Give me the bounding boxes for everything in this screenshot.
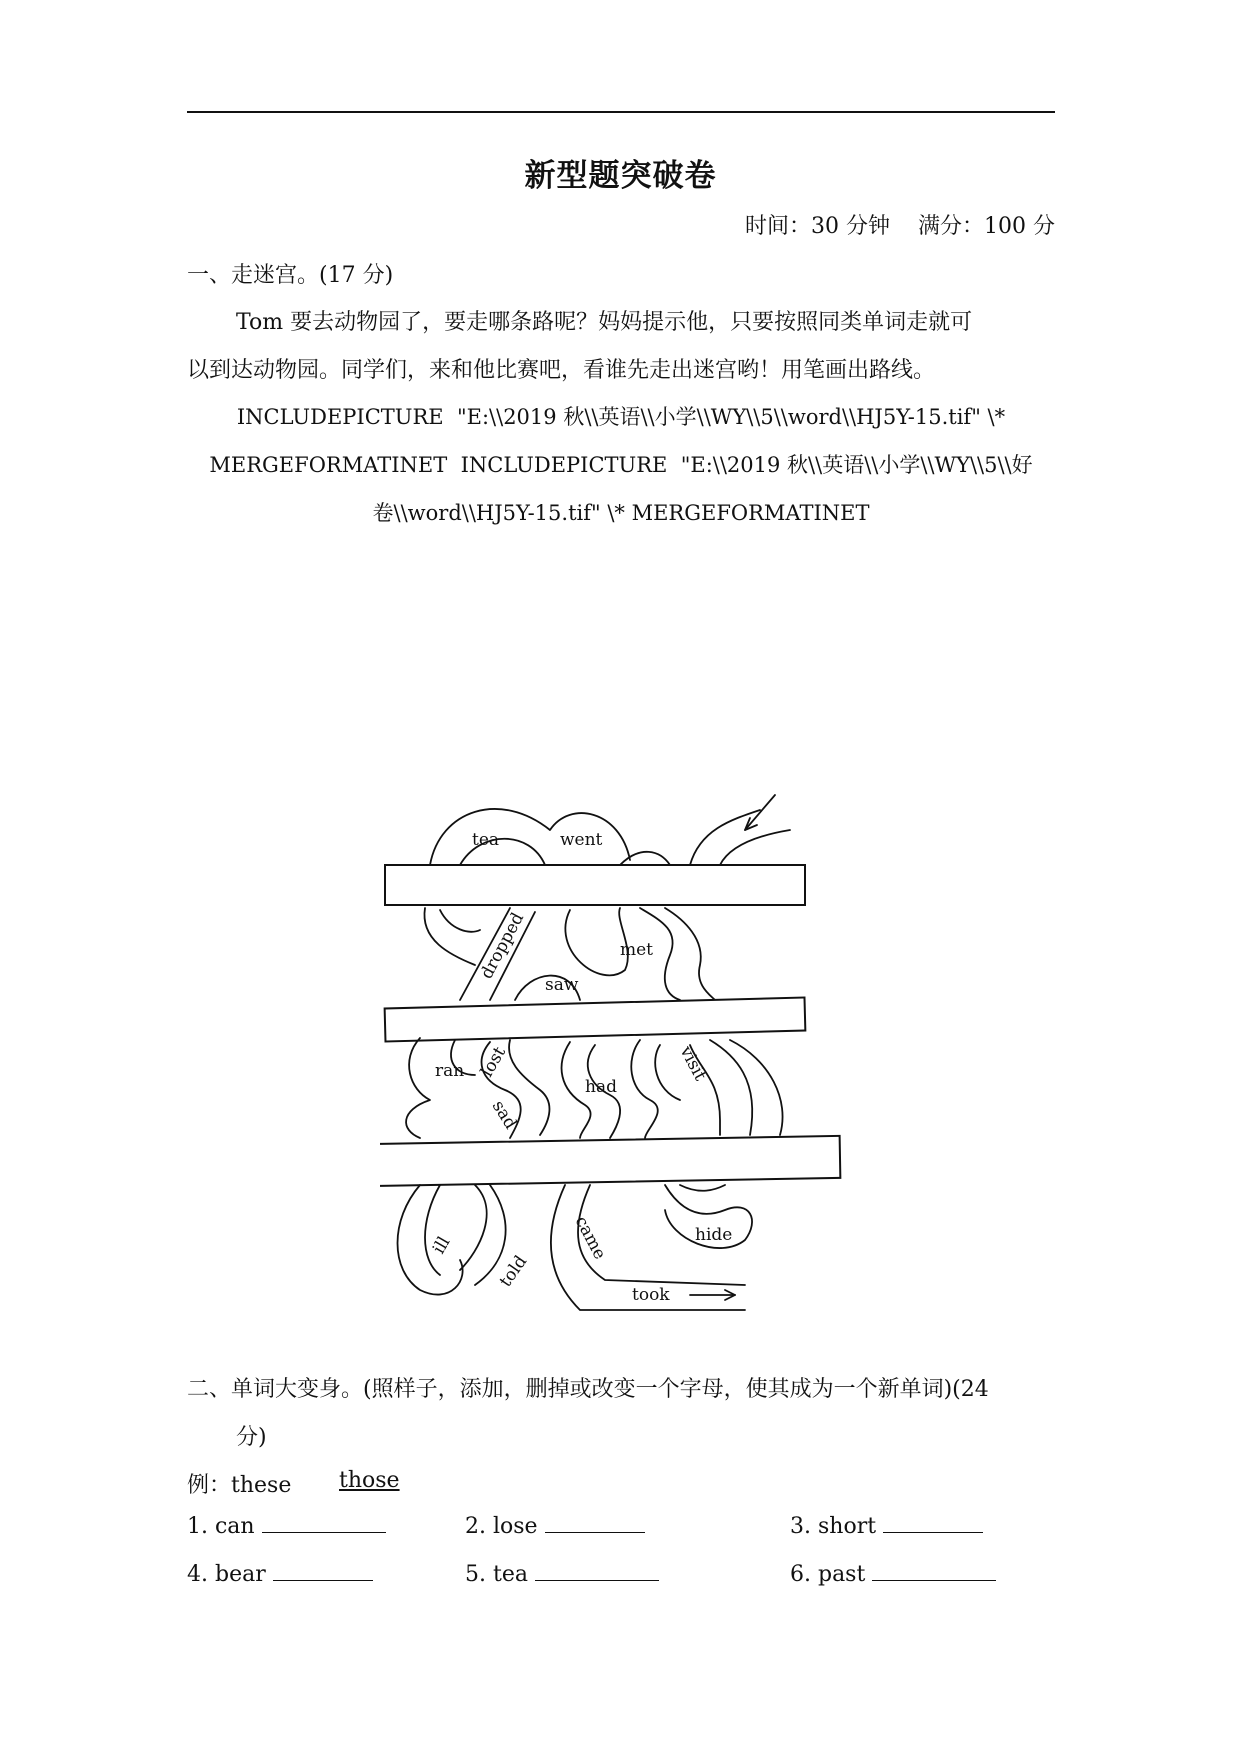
maze-word: came — [570, 1212, 610, 1263]
field-code-line3: 卷\\word\\HJ5Y-15.tif" \* MERGEFORMATINET — [372, 501, 870, 525]
exercise-label: 2. lose — [465, 1514, 538, 1539]
maze-word: saw — [545, 975, 579, 995]
answer-blank[interactable] — [883, 1514, 983, 1533]
maze-word: ill — [429, 1233, 455, 1258]
exercise-item — [790, 1514, 983, 1539]
maze-word: took — [632, 1285, 670, 1305]
section1-paragraph-line2: 以到达动物园。同学们，来和他比赛吧，看谁先走出迷宫哟！用笔画出路线。 — [187, 358, 936, 383]
page-title: 新型题突破卷 — [524, 158, 717, 194]
maze-word: dropped — [476, 909, 529, 983]
exercise-label: 1. can — [187, 1514, 255, 1539]
answer-blank[interactable] — [545, 1514, 645, 1533]
section1-paragraph-line1: Tom 要去动物园了，要走哪条路呢？妈妈提示他，只要按照同类单词走就可 — [236, 310, 973, 335]
maze-word: visit — [675, 1042, 711, 1085]
answer-blank[interactable] — [262, 1514, 386, 1533]
maze-word: ran — [435, 1061, 465, 1081]
exercise-item — [465, 1562, 659, 1587]
exercise-item — [187, 1562, 373, 1587]
answer-blank[interactable] — [872, 1562, 996, 1581]
field-code-line2: MERGEFORMATINET INCLUDEPICTURE "E:\\2019 秋\\英语\\小学\\WY\\5\\好 — [209, 453, 1033, 477]
maze-word: told — [495, 1252, 532, 1291]
field-code-line1: INCLUDEPICTURE "E:\\2019 秋\\英语\\小学\\WY\\5\\word\\HJ5Y-15.tif" \* — [236, 405, 1006, 429]
example-answer: those — [339, 1468, 400, 1493]
exercise-item — [790, 1562, 996, 1587]
exercise-item — [187, 1514, 386, 1539]
exercise-label: 6. past — [790, 1562, 866, 1587]
exercise-label: 3. short — [790, 1514, 877, 1539]
maze-word: sad — [487, 1097, 521, 1133]
exam-meta: 时间：30 分钟 满分：100 分 — [745, 214, 1055, 239]
section1-heading: 一、走迷宫。(17 分) — [187, 263, 394, 288]
example-label: 例：these — [187, 1473, 292, 1498]
maze-word: had — [585, 1077, 617, 1097]
section2-heading-line1: 二、单词大变身。(照样子，添加，删掉或改变一个字母，使其成为一个新单词)(24 — [187, 1377, 989, 1402]
top-rule — [187, 111, 1055, 113]
answer-blank[interactable] — [273, 1562, 373, 1581]
section2-heading-line2: 分) — [236, 1425, 267, 1450]
maze-word: met — [620, 940, 654, 960]
maze-word: tea — [472, 830, 500, 850]
maze-word: lost — [477, 1043, 510, 1081]
exercise-label: 5. tea — [465, 1562, 528, 1587]
maze-illustration — [380, 790, 860, 1335]
answer-blank[interactable] — [535, 1562, 659, 1581]
exercise-item — [465, 1514, 645, 1539]
maze-word: went — [560, 830, 603, 850]
exercise-label: 4. bear — [187, 1562, 266, 1587]
maze-word: hide — [695, 1225, 733, 1245]
